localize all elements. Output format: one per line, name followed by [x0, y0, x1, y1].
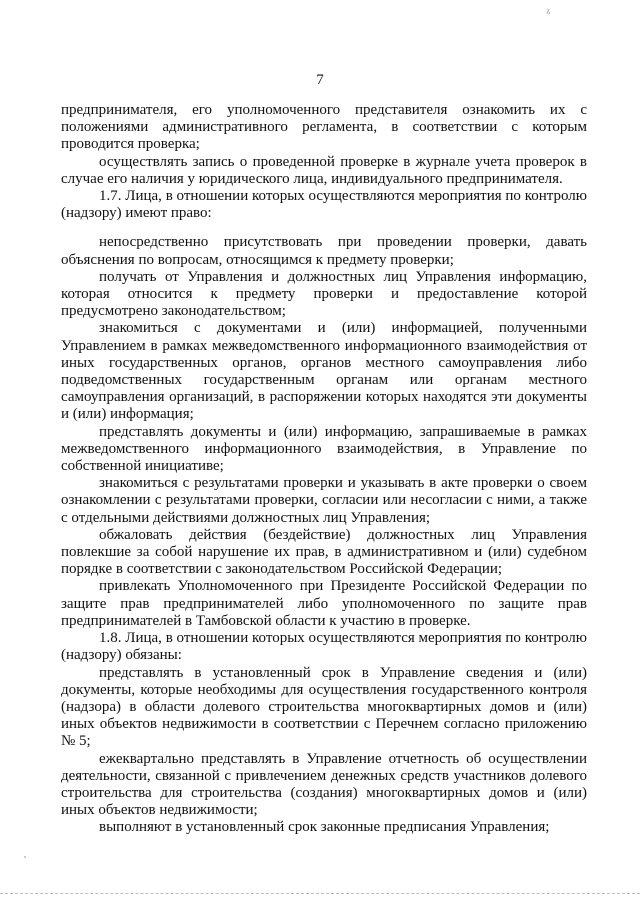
right-receive-information: получать от Управления и должностных лиц Управления информацию, которая относится к предмету проверки и предоставление которой предусмотрено законодательством;: [61, 268, 587, 320]
right-involve-ombudsman: привлекать Уполномоченного при Президенте Российской Федерации по защите прав предпринимателей либо уполномоченного по защите прав предпринимателей в Тамбовской области к участию в проверке.: [61, 578, 587, 629]
right-review-results: знакомиться с результатами проверки и указывать в акте проверки о своем ознакомлении с результатами проверки, согласии или несогласии с ними, а также с отдельными действиями должностных лиц Управления;: [61, 475, 587, 526]
right-appeal-actions: обжаловать действия (бездействие) должностных лиц Управления повлекшие за собой нарушение их прав, в административном и (или) судебном порядке в соответствии с законодательством Российской Федерации;: [61, 526, 587, 578]
document-body: [61, 102, 587, 837]
right-review-documents: знакомиться с документами и (или) информацией, полученными Управлением в рамках межведомственного информационного взаимодействия от иных государственных органов, органов местного самоуправления либо подведомственных государственным органам или органам местного самоуправления организаций, в распоряжении которых находятся эти документы и (или) информация;: [61, 320, 587, 423]
page-number: 7: [316, 72, 324, 88]
section-1-7-heading: 1.7. Лица, в отношении которых осуществляются мероприятия по контролю (надзору) имеют право:: [61, 188, 587, 222]
section-1-8-heading: 1.8. Лица, в отношении которых осуществляются мероприятия по контролю (надзору) обязаны:: [61, 630, 587, 664]
duty-submit-information: представлять в установленный срок в Управление сведения и (или) документы, которые необходимы для осуществления государственного контроля (надзора) в области долевого строительства многоквартирных домов и (или) иных объектов недвижимости в соответствии с Перечнем согласно приложению № 5;: [61, 664, 587, 750]
bottom-rule: [0, 893, 640, 894]
right-submit-documents: представлять документы и (или) информацию, запрашиваемые в рамках межведомственного информационного взаимодействия, в Управление по собственной инициативе;: [61, 423, 587, 475]
corner-mark: ъ: [543, 5, 554, 18]
right-attend-inspection: непосредственно присутствовать при проведении проверки, давать объяснения по вопросам, относящимся к предмету проверки;: [61, 234, 587, 268]
duty-comply-orders: выполняют в установленный срок законные предписания Управления;: [99, 819, 550, 836]
paragraph-journal-record: осуществлять запись о проведенной проверке в журнале учета проверок в случае его наличия у юридического лица, индивидуального предпринимателя.: [61, 153, 587, 187]
paragraph-continuation: предпринимателя, его уполномоченного представителя ознакомить их с положениями административного регламента, в соответствии с которым проводится проверка;: [61, 102, 587, 153]
scan-speck: [24, 856, 26, 858]
duty-quarterly-report: ежеквартально представлять в Управление отчетность об осуществлении деятельности, связанной с привлечением денежных средств участников долевого строительства для строительства (создания) многоквартирных домов и (или) иных объектов недвижимости;: [61, 750, 587, 819]
